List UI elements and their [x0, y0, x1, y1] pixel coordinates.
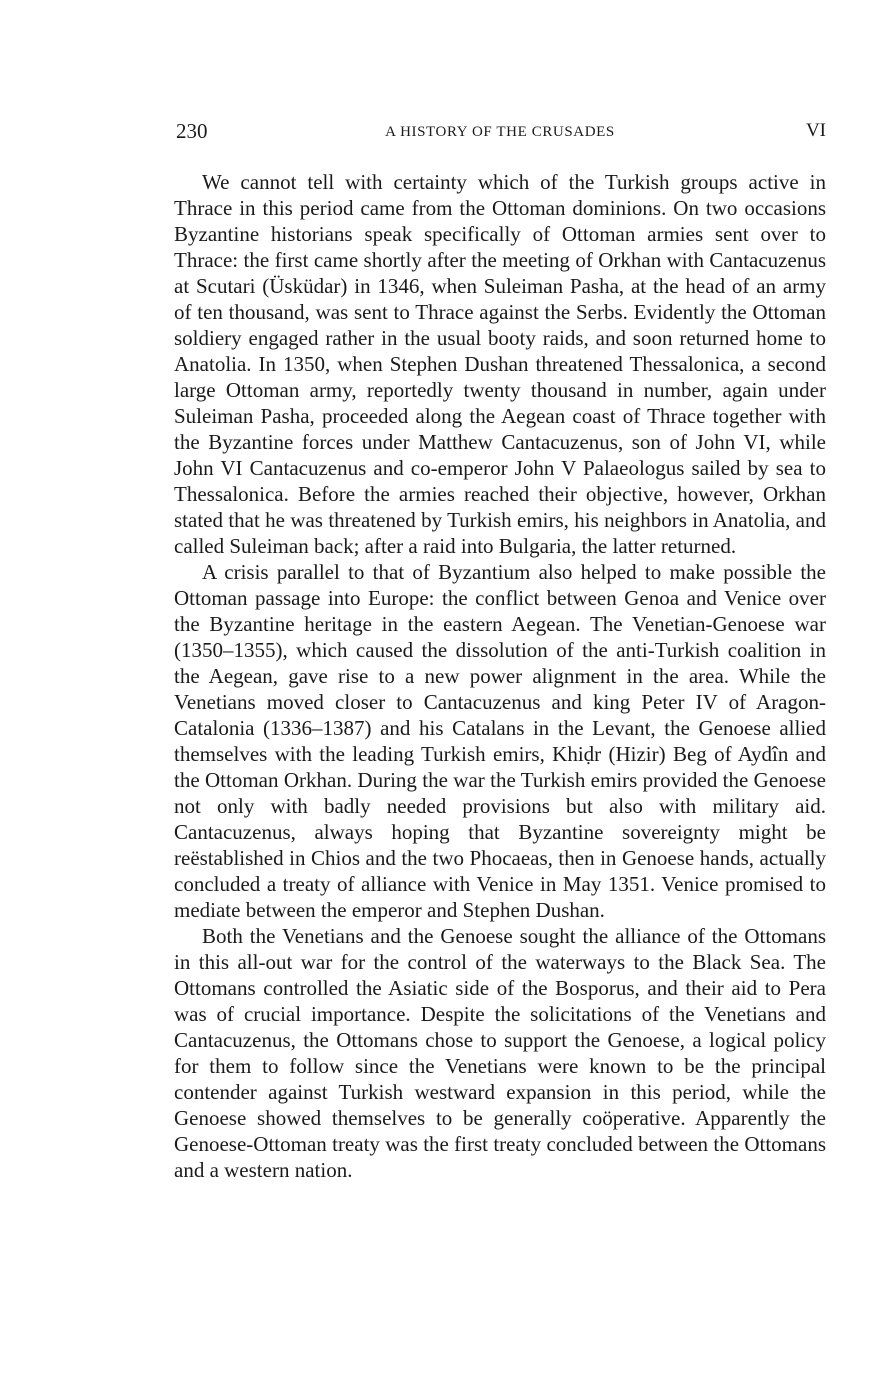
book-page	[174, 0, 826, 1380]
section-number: VI	[805, 120, 826, 141]
running-title: A HISTORY OF THE CRUSADES	[385, 124, 615, 140]
page-number: 230	[176, 119, 208, 143]
paragraph: Both the Venetians and the Genoese sought the alliance of the Ottomans in this all-out war for the control of the waterways to the Black Sea. The Ottomans controlled the Asiatic side of the Bosporus, and their aid to Pera was of crucial importance. Despite the solicitations of the Venetians and Cantacuzenus, the Ottomans chose to support the Genoese, a logical policy for them to follow since the Venetians were known to be the principal contender against Turkish westward expansion in this period, while the Genoese showed themselves to be generally coöperative. Apparently the Genoese-Ottoman treaty was the first treaty concluded between the Ottomans and a western nation.	[174, 924, 826, 1182]
paragraph: We cannot tell with certainty which of the Turkish groups active in Thrace in this period came from the Ottoman dominions. On two occasions Byzantine historians speak specifically of Ottoman armies sent over to Thrace: the first came shortly after the meeting of Orkhan with Cantacuzenus at Scutari (Üsküdar) in 1346, when Suleiman Pasha, at the head of an army of ten thousand, was sent to Thrace against the Serbs. Evidently the Ottoman soldiery engaged rather in the usual booty raids, and soon returned home to Anatolia. In 1350, when Stephen Dushan threatened Thessalonica, a second large Ottoman army, reportedly twenty thousand in number, again under Suleiman Pasha, proceeded along the Aegean coast of Thrace together with the Byzantine forces under Matthew Cantacuzenus, son of John VI, while John VI Cantacuzenus and co-emperor John V Palaeologus sailed by sea to Thessalonica. Before the armies reached their objective, however, Orkhan stated that he was threatened by Turkish emirs, his neighbors in Anatolia, and called Suleiman back; after a raid into Bulgaria, the latter returned.	[174, 170, 826, 558]
body-text	[174, 169, 826, 1183]
running-head	[174, 118, 826, 144]
paragraph: A crisis parallel to that of Byzantium also helped to make possible the Ottoman passage into Europe: the conflict between Genoa and Venice over the Byzantine heritage in the eastern Aegean. The Venetian-Genoese war (1350–1355), which caused the dissolution of the anti-Turkish coalition in the Aegean, gave rise to a new power alignment in the area. While the Venetians moved closer to Cantacuzenus and king Peter IV of Aragon-Catalonia (1336–1387) and his Catalans in the Levant, the Genoese allied themselves with the leading Turkish emirs, Khiḍr (Hizir) Beg of Aydîn and the Ottoman Orkhan. During the war the Turkish emirs provided the Genoese not only with badly needed provisions but also with military aid. Cantacuzenus, always hoping that Byzantine sovereignty might be reëstablished in Chios and the two Phocaeas, then in Genoese hands, actually concluded a treaty of alliance with Venice in May 1351. Venice promised to mediate between the emperor and Stephen Dushan.	[174, 560, 826, 922]
